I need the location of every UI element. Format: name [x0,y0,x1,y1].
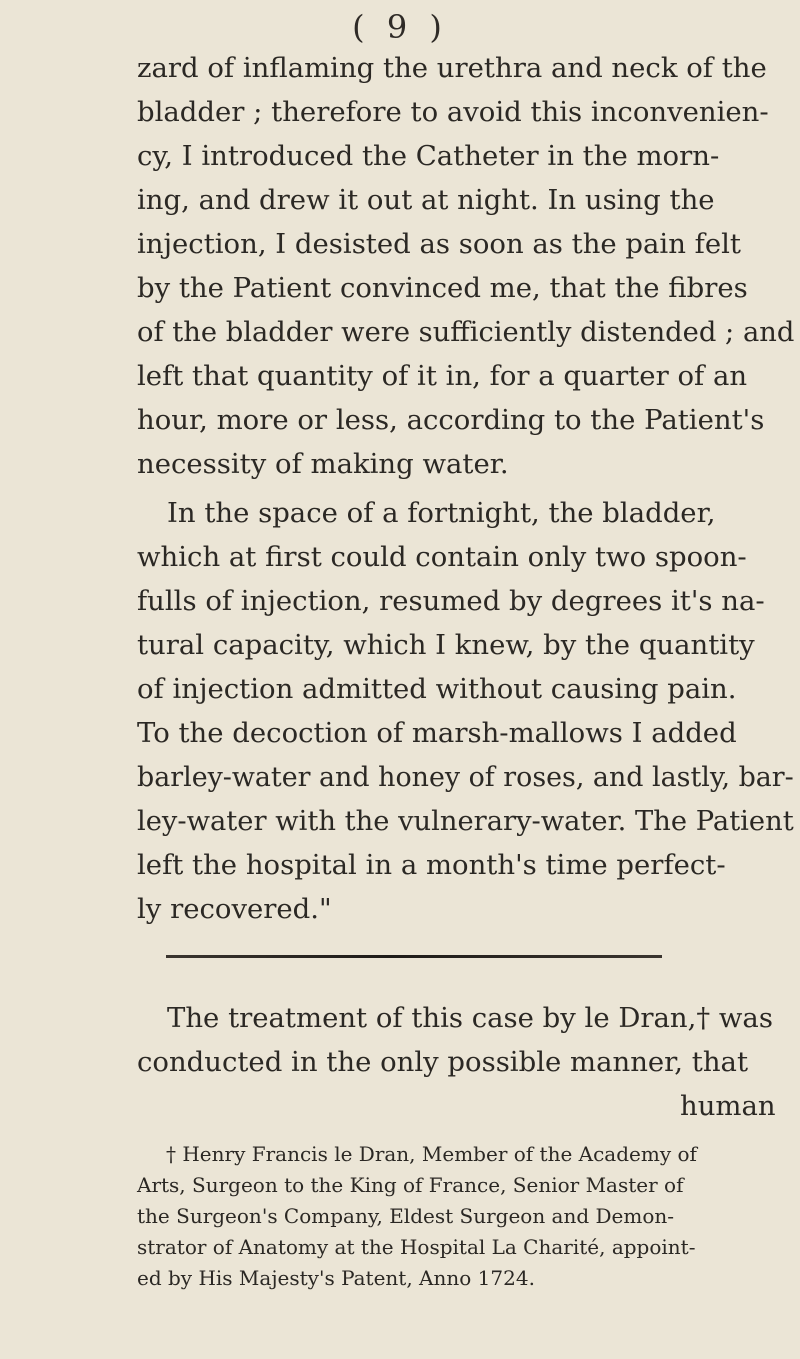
text-line: by the Patient convinced me, that the fibres [137,272,748,304]
text-line: ly recovered." [137,893,332,925]
catchword: human [680,1090,776,1122]
text-line: left the hospital in a month's time perfect- [137,849,726,881]
text-line: conducted in the only possible manner, that [137,1046,749,1078]
text-line: tural capacity, which I knew, by the quantity [137,629,755,661]
section-divider [166,955,662,958]
text-line: left that quantity of it in, for a quarter of an [137,360,748,392]
text-line: barley-water and honey of roses, and lastly, bar- [137,761,794,793]
text-line: bladder ; therefore to avoid this inconvenien- [137,96,769,128]
text-line: The treatment of this case by le Dran,† was [167,1002,773,1034]
text-line: of the bladder were sufficiently distended ; and [137,316,795,348]
page-number: ( 9 ) [352,8,448,46]
text-line: ing, and drew it out at night. In using the [137,184,715,216]
footnote-line: the Surgeon's Company, Eldest Surgeon and Demon- [137,1204,675,1228]
footnote-line: strator of Anatomy at the Hospital La Charité, appoint- [137,1235,696,1259]
text-line: ley-water with the vulnerary-water. The Patient [137,805,794,837]
text-line: injection, I desisted as soon as the pain felt [137,228,741,260]
text-line: of injection admitted without causing pain. [137,673,737,705]
text-line: zard of inflaming the urethra and neck of the [137,52,767,84]
footnote-line: ed by His Majesty's Patent, Anno 1724. [137,1266,535,1290]
text-line: necessity of making water. [137,448,509,480]
text-line: To the decoction of marsh-mallows I added [137,717,737,749]
text-line: In the space of a fortnight, the bladder, [167,497,716,529]
text-line: which at first could contain only two spoon- [137,541,747,573]
text-line: cy, I introduced the Catheter in the morn- [137,140,720,172]
footnote-line: Arts, Surgeon to the King of France, Senior Master of [137,1173,684,1197]
text-line: fulls of injection, resumed by degrees it's na- [137,585,765,617]
footnote-line: † Henry Francis le Dran, Member of the Academy of [166,1142,697,1166]
text-line: hour, more or less, according to the Patient's [137,404,765,436]
